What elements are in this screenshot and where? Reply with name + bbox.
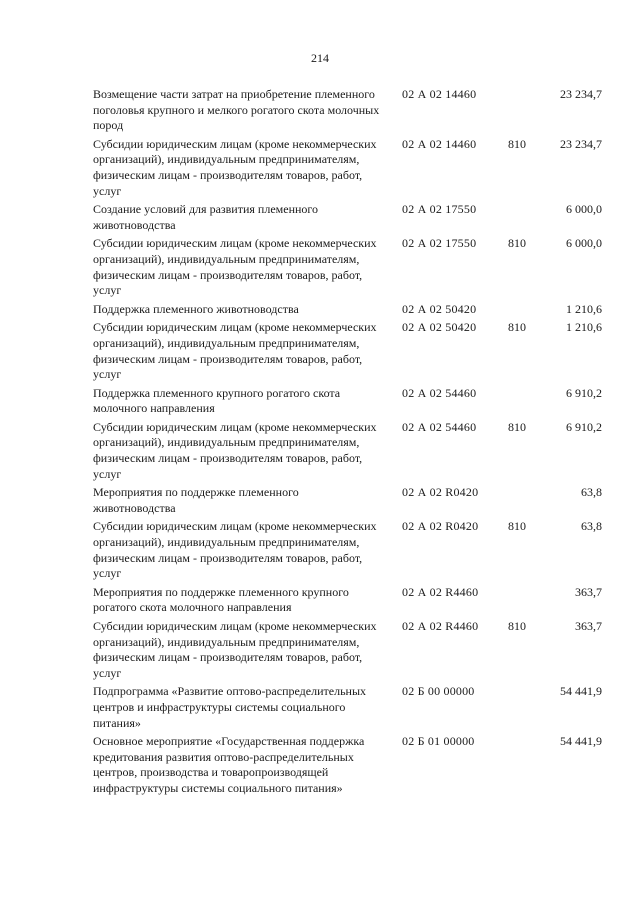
row-name: Субсидии юридическим лицам (кроме некоммерческих организаций), индивидуальным предпринимателям, физическим лицам - производителям товаров, работ, услуг: [93, 320, 377, 382]
row-name: Мероприятия по поддержке племенного крупного рогатого скота молочного направления: [93, 584, 349, 615]
row-vr: 810: [508, 419, 526, 434]
row-amount: 54 441,9: [560, 734, 602, 749]
row-name: Субсидии юридическим лицам (кроме некоммерческих организаций), индивидуальным предпринимателям, физическим лицам - производителям товаров, работ, услуг: [93, 136, 377, 198]
row-code: 02 А 02 R4460: [402, 619, 479, 633]
row-code: 02 А 02 14460: [402, 136, 477, 151]
row-name: Мероприятия по поддержке племенного животноводства: [93, 485, 299, 515]
row-amount: 63,8: [581, 485, 602, 500]
row-code: 02 А 02 R4460: [402, 584, 479, 599]
table-row: [0, 87, 640, 134]
row-name: Субсидии юридическим лицам (кроме некоммерческих организаций), индивидуальным предпринимателям, физическим лицам - производителям товаров, работ, услуг: [93, 236, 377, 298]
row-amount: 1 210,6: [566, 301, 602, 316]
table-row: [0, 202, 640, 233]
table-row: [0, 420, 640, 482]
table-row: [0, 236, 640, 298]
row-name: Поддержка племенного крупного рогатого скота молочного направления: [93, 385, 341, 416]
row-amount: 6 000,0: [566, 202, 602, 217]
row-name: Подпрограмма «Развитие оптово-распределительных центров и инфраструктуры системы социального питания»: [93, 684, 367, 730]
row-vr: 810: [508, 320, 526, 335]
table-row: [0, 485, 640, 516]
row-amount: 54 441,9: [560, 684, 602, 699]
row-amount: 23 234,7: [560, 87, 602, 101]
row-code: 02 А 02 17550: [402, 202, 477, 217]
row-amount: 6 910,2: [566, 419, 602, 434]
row-name: Создание условий для развития племенного животноводства: [93, 202, 319, 232]
row-vr: 810: [508, 236, 526, 251]
budget-table: [0, 87, 640, 800]
row-amount: 1 210,6: [566, 320, 602, 335]
row-vr: 810: [508, 136, 526, 151]
row-name: Поддержка племенного животноводства: [93, 301, 299, 316]
row-code: 02 Б 01 00000: [402, 734, 475, 749]
row-code: 02 А 02 17550: [402, 236, 477, 251]
row-code: 02 А 02 14460: [402, 87, 477, 101]
table-row: [0, 519, 640, 581]
table-row: [0, 619, 640, 681]
row-amount: 6 000,0: [566, 236, 602, 251]
table-row: [0, 302, 640, 318]
row-code: 02 А 02 R0420: [402, 485, 479, 500]
row-code: 02 А 02 54460: [402, 385, 477, 400]
table-row: [0, 137, 640, 199]
row-code: 02 Б 00 00000: [402, 684, 475, 699]
row-amount: 363,7: [575, 584, 602, 599]
row-amount: 23 234,7: [560, 136, 602, 151]
row-code: 02 А 02 50420: [402, 301, 477, 316]
row-vr: 810: [508, 619, 526, 633]
row-amount: 363,7: [575, 619, 602, 633]
row-name: Субсидии юридическим лицам (кроме некоммерческих организаций), индивидуальным предпринимателям, физическим лицам - производителям товаров, работ, услуг: [93, 519, 377, 581]
row-code: 02 А 02 54460: [402, 419, 477, 434]
row-code: 02 А 02 R0420: [402, 519, 479, 534]
table-row: [0, 734, 640, 796]
row-name: Основное мероприятие «Государственная поддержка кредитования развития оптово-распределительных центров, производства и товаропроизводящей инфраструктуры системы социального питания»: [93, 734, 365, 795]
row-amount: 6 910,2: [566, 385, 602, 400]
table-row: [0, 320, 640, 382]
table-row: [0, 386, 640, 417]
row-name: Субсидии юридическим лицам (кроме некоммерческих организаций), индивидуальным предпринимателям, физическим лицам - производителям товаров, работ, услуг: [93, 419, 377, 481]
table-row: [0, 585, 640, 616]
row-vr: 810: [508, 519, 526, 534]
row-name: Возмещение части затрат на приобретение племенного поголовья крупного и мелкого рогатого скота молочных пород: [93, 87, 380, 133]
page-number: 214: [311, 51, 329, 65]
table-row: [0, 684, 640, 731]
row-amount: 63,8: [581, 519, 602, 534]
row-name: Субсидии юридическим лицам (кроме некоммерческих организаций), индивидуальным предпринимателям, физическим лицам - производителям товаров, работ, услуг: [93, 619, 377, 680]
row-code: 02 А 02 50420: [402, 320, 477, 335]
